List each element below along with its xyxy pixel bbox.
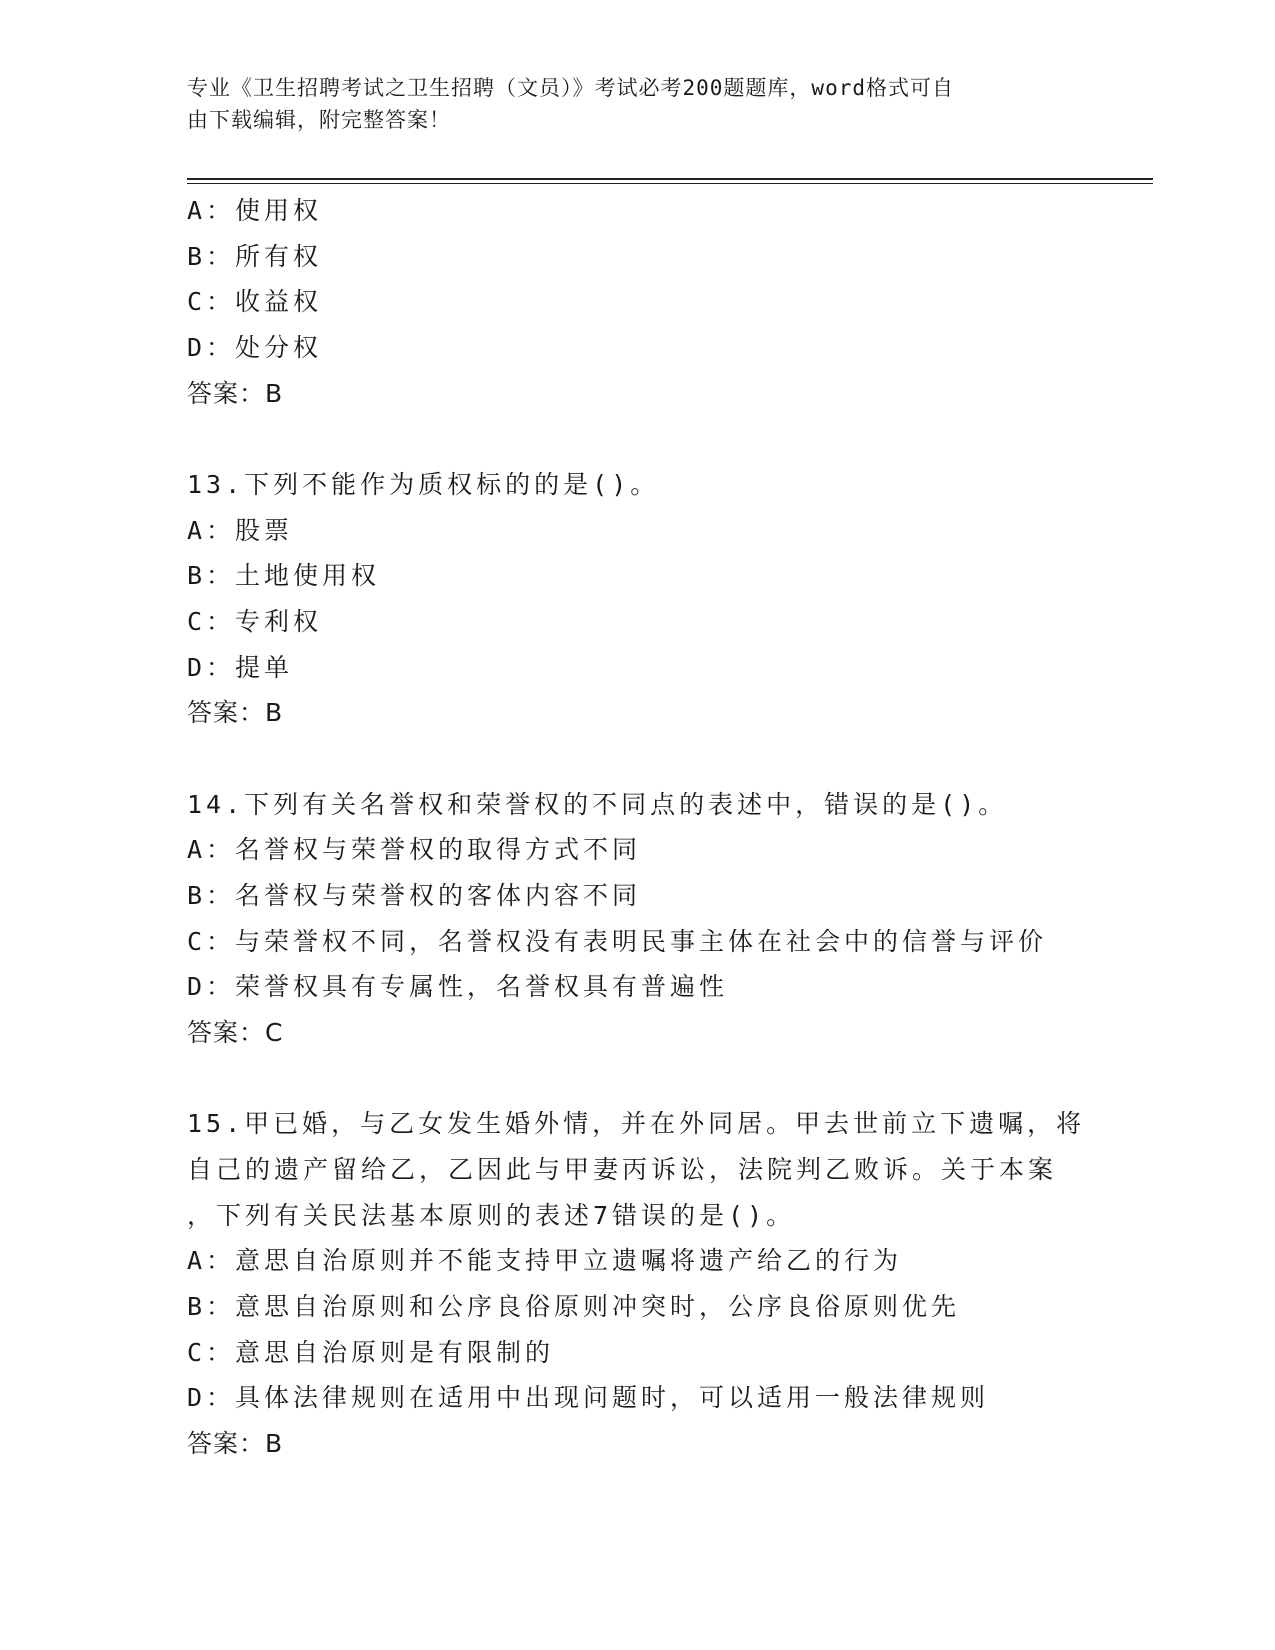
- question-list: [187, 188, 1147, 1467]
- option-c: C：与荣誉权不同，名誉权没有表明民事主体在社会中的信誉与评价: [187, 926, 1048, 956]
- question-13: [187, 462, 1147, 736]
- question-12-continued: [187, 188, 1147, 416]
- option-c: C：意思自治原则是有限制的: [187, 1337, 555, 1367]
- question-stem: 14.下列有关名誉权和荣誉权的不同点的表述中，错误的是()。: [187, 789, 1008, 819]
- option-b: B：所有权: [187, 241, 323, 271]
- option-b: B：土地使用权: [187, 561, 381, 591]
- question-14: [187, 782, 1147, 1056]
- answer-line: 答案：B: [187, 698, 284, 728]
- option-b: B：意思自治原则和公序良俗原则冲突时，公序良俗原则优先: [187, 1291, 961, 1321]
- answer-line: 答案：B: [187, 378, 284, 408]
- question-15: [187, 1101, 1147, 1467]
- option-d: D：提单: [187, 652, 294, 682]
- question-stem-line-1: 15.甲已婚，与乙女发生婚外情，并在外同居。甲去世前立下遗嘱，将: [187, 1109, 1086, 1139]
- question-stem-line-3: ，下列有关民法基本原则的表述7错误的是()。: [187, 1200, 796, 1230]
- option-c: C：专利权: [187, 607, 323, 636]
- option-a: A：意思自治原则并不能支持甲立遗嘱将遗产给乙的行为: [187, 1246, 903, 1276]
- document-header: [187, 72, 1067, 136]
- answer-line: 答案：B: [187, 1429, 284, 1458]
- option-c: C：收益权: [187, 287, 323, 317]
- question-stem-line-2: 自己的遗产留给乙，乙因此与甲妻丙诉讼，法院判乙败诉。关于本案: [187, 1154, 1058, 1184]
- option-d: D：具体法律规则在适用中出现问题时，可以适用一般法律规则: [187, 1383, 990, 1413]
- option-d: D：处分权: [187, 333, 323, 363]
- header-divider-thin: [187, 183, 1153, 184]
- spacer: [187, 736, 1147, 782]
- option-a: A：股票: [187, 515, 294, 545]
- answer-line: 答案：C: [187, 1018, 284, 1047]
- spacer: [187, 1056, 1147, 1102]
- header-divider-thick: [187, 178, 1153, 180]
- option-d: D：荣誉权具有专属性，名誉权具有普遍性: [187, 972, 729, 1002]
- option-b: B：名誉权与荣誉权的客体内容不同: [187, 880, 642, 910]
- option-a: A：使用权: [187, 196, 323, 225]
- spacer: [187, 416, 1147, 462]
- header-title-line-2: 由下载编辑，附完整答案！: [187, 108, 451, 132]
- option-a: A：名誉权与荣誉权的取得方式不同: [187, 835, 642, 865]
- question-stem: 13.下列不能作为质权标的的是()。: [187, 469, 660, 499]
- header-title-line-1: 专业《卫生招聘考试之卫生招聘（文员）》考试必考200题题库，word格式可自: [187, 76, 954, 100]
